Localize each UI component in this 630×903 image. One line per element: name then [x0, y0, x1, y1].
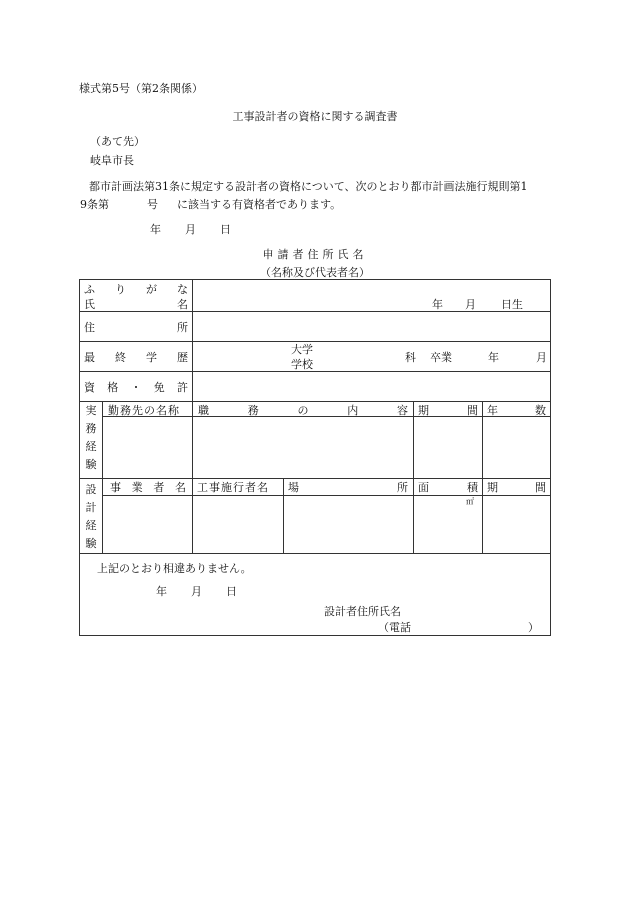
name-label-char: 氏 [84, 298, 95, 311]
declaration-year: 年 [156, 585, 167, 598]
body-text-line-2 [80, 196, 540, 212]
declaration-text: 上記のとおり相違ありません。 [97, 562, 252, 575]
employer-header: 勤務先の名称 [108, 404, 180, 417]
column-divider [413, 478, 414, 553]
date-day: 日 [220, 223, 231, 236]
years-char: 年 [487, 404, 498, 417]
row-divider [80, 371, 550, 372]
duties-header-char: 務 [247, 404, 259, 417]
designer-label: 設計者住所氏名 [324, 605, 401, 618]
address-label-char: 所 [177, 321, 188, 334]
duties-header [198, 402, 408, 418]
furigana-label [84, 281, 188, 297]
work-label-char: 務 [85, 422, 97, 435]
form-number: 様式第5号（第2条関係） [79, 82, 203, 95]
graduation-month: 月 [536, 351, 547, 364]
article-prefix: 9条第 [80, 198, 109, 211]
work-experience-label [84, 402, 98, 474]
education-label-char: 学 [146, 351, 157, 364]
body-text-line-1: 都市計画法第31条に規定する設計者の資格について、次のとおり都市計画法施行規則第1 [89, 180, 528, 193]
design-experience-label [84, 481, 98, 553]
project-owner-char: 名 [174, 481, 186, 494]
applicant-sublabel: （名称及び代表者名） [260, 266, 370, 279]
university-label: 大学 [291, 343, 313, 356]
education-label [84, 349, 188, 365]
years-char: 数 [535, 404, 546, 417]
duties-header-char: 容 [397, 404, 408, 417]
license-label-char: 免 [153, 381, 165, 394]
area-unit: ㎡ [466, 497, 474, 506]
years-header [487, 402, 546, 418]
address-label [84, 319, 188, 335]
license-label-char: 資 [84, 381, 95, 394]
license-label-char: 格 [107, 381, 119, 394]
graduation-year: 年 [488, 351, 499, 364]
body-text-suffix: に該当する有資格者であります。 [177, 198, 342, 211]
address-label-char: 住 [84, 321, 95, 334]
name-label-char: 名 [177, 298, 188, 311]
date-year: 年 [150, 223, 161, 236]
project-owner-char: 事 [110, 481, 121, 494]
area-header [418, 479, 478, 495]
column-divider [102, 401, 103, 553]
area-char: 面 [418, 481, 429, 494]
location-char: 所 [397, 481, 408, 494]
department-label: 科 [405, 351, 416, 364]
license-label [84, 379, 188, 395]
license-label-char: ・ [130, 381, 142, 394]
furigana-char: り [115, 283, 126, 296]
survey-table [79, 279, 551, 636]
design-label-char: 計 [85, 501, 97, 514]
row-divider [80, 341, 550, 342]
work-label-char: 験 [85, 458, 97, 471]
birth-year: 年 [432, 298, 443, 311]
birth-day: 日生 [501, 298, 523, 311]
work-period-char: 間 [467, 404, 478, 417]
license-label-char: 許 [177, 381, 188, 394]
duties-header-char: 職 [198, 404, 209, 417]
duties-header-char: の [297, 404, 309, 417]
education-label-char: 歴 [177, 351, 188, 364]
applicant-label: 申請者住所氏名 [262, 248, 368, 261]
location-char: 場 [288, 481, 299, 494]
school-label: 学校 [291, 358, 313, 371]
work-label-char: 経 [85, 440, 97, 453]
addressee-label: （あて先） [90, 135, 145, 148]
duties-header-char: 内 [347, 404, 359, 417]
column-divider [283, 478, 284, 553]
design-label-char: 経 [85, 519, 97, 532]
name-label [84, 296, 188, 312]
column-divider [482, 401, 483, 478]
work-period-char: 期 [418, 404, 429, 417]
furigana-char: ふ [84, 283, 95, 296]
project-owner-char: 業 [131, 481, 143, 494]
location-header [288, 479, 408, 495]
column-divider [192, 280, 193, 401]
education-label-char: 終 [115, 351, 126, 364]
row-divider [80, 553, 550, 554]
date-month: 月 [185, 223, 196, 236]
phone-label: （電話 [378, 621, 411, 634]
work-label-char: 実 [85, 404, 97, 417]
birth-month: 月 [465, 298, 476, 311]
declaration-month: 月 [191, 585, 202, 598]
column-divider [482, 478, 483, 553]
furigana-char: が [146, 283, 157, 296]
graduation-label: 卒業 [430, 351, 452, 364]
design-period-char: 期 [487, 481, 498, 494]
design-period-header [487, 479, 546, 495]
work-period-header [418, 402, 478, 418]
design-label-char: 設 [85, 483, 97, 496]
furigana-char: な [177, 283, 188, 296]
education-label-char: 最 [84, 351, 95, 364]
project-owner-header [110, 479, 186, 495]
project-owner-char: 者 [153, 481, 165, 494]
item-label: 号 [147, 198, 158, 211]
contractor-header: 工事施行者名 [197, 481, 269, 494]
document-title: 工事設計者の資格に関する調査書 [232, 110, 398, 123]
column-divider [192, 401, 193, 553]
addressee: 岐阜市長 [90, 154, 134, 167]
design-period-char: 間 [535, 481, 546, 494]
design-label-char: 験 [85, 537, 97, 550]
phone-close: ） [528, 621, 539, 634]
area-char: 積 [467, 481, 478, 494]
declaration-day: 日 [226, 585, 237, 598]
column-divider [413, 401, 414, 478]
